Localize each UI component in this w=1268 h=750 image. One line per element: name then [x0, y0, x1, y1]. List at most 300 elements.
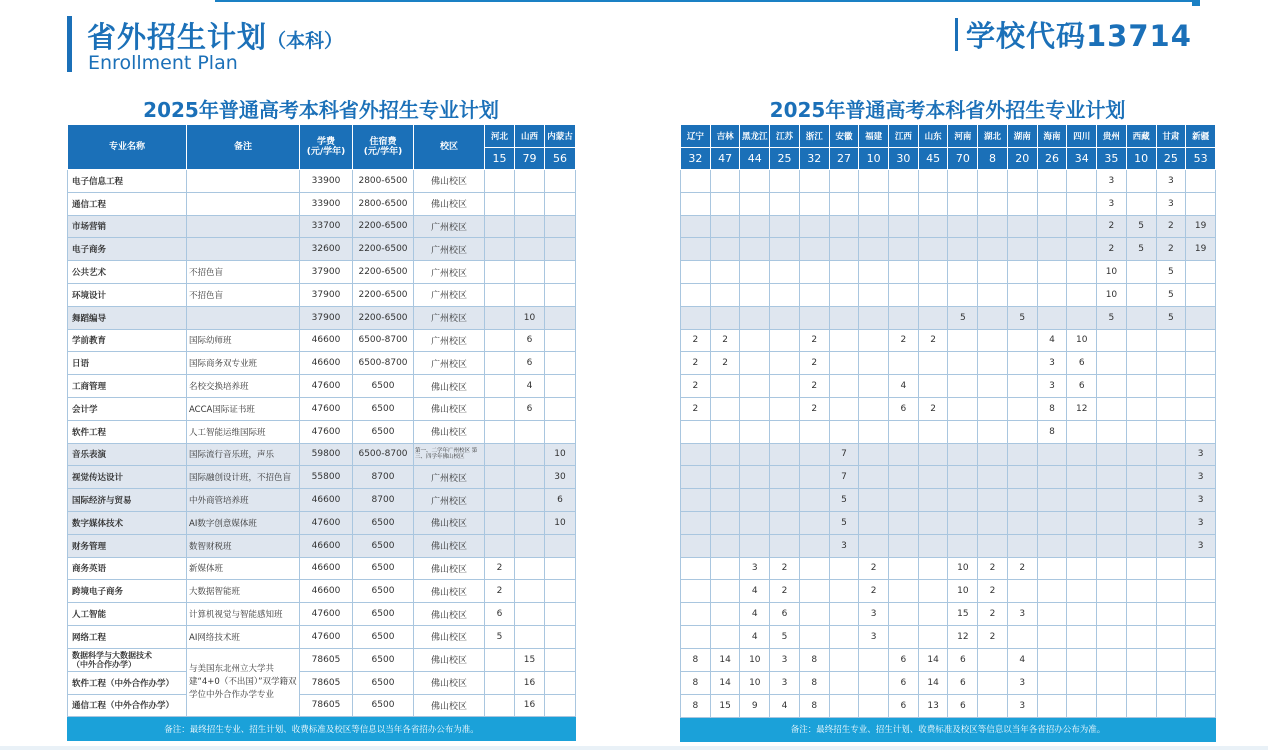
dorm-fee: 6500 [353, 694, 414, 717]
quota-cell [948, 238, 978, 261]
quota-cell [1186, 580, 1216, 603]
quota-cell [1156, 648, 1186, 671]
dorm-fee: 2800-6500 [353, 170, 414, 193]
table-row [681, 694, 1216, 717]
quota-cell: 3 [1097, 170, 1127, 193]
dorm-fee: 6500 [353, 511, 414, 534]
quota-cell [740, 352, 770, 375]
top-rule-end [1192, 0, 1200, 6]
quota-cell [681, 420, 711, 443]
quota-cell [799, 170, 829, 193]
campus: 佛山校区 [414, 420, 485, 443]
quota-cell [681, 283, 711, 306]
page-subtitle-en: Enrollment Plan [88, 52, 238, 74]
province-name: 贵州 [1097, 125, 1127, 148]
quota-cell: 5 [1156, 261, 1186, 284]
quota-cell [1186, 420, 1216, 443]
quota-cell [978, 375, 1008, 398]
quota-cell [1007, 625, 1037, 648]
quota-cell: 8 [799, 694, 829, 717]
quota-cell [1126, 397, 1156, 420]
quota-cell [485, 534, 515, 557]
quota-cell [1186, 283, 1216, 306]
quota-cell [545, 625, 576, 648]
province-total: 79 [515, 148, 545, 170]
quota-cell [515, 215, 545, 238]
quota-cell [515, 261, 545, 284]
quota-cell [1067, 306, 1097, 329]
quota-cell [1037, 511, 1067, 534]
quota-cell [1097, 671, 1127, 694]
table-row [681, 511, 1216, 534]
province-name: 四川 [1067, 125, 1097, 148]
table-row [681, 648, 1216, 671]
quota-cell [978, 261, 1008, 284]
quota-cell [1007, 283, 1037, 306]
table-row [68, 580, 576, 603]
quota-cell: 4 [740, 603, 770, 626]
quota-cell [1097, 443, 1127, 466]
quota-cell: 30 [545, 466, 576, 489]
quota-cell [485, 671, 515, 694]
major-name: 会计学 [68, 397, 187, 420]
quota-cell [1067, 580, 1097, 603]
quota-cell [1007, 215, 1037, 238]
quota-cell [948, 352, 978, 375]
quota-cell: 2 [978, 625, 1008, 648]
quota-cell: 6 [889, 671, 919, 694]
quota-cell: 14 [918, 648, 948, 671]
tuition: 46600 [300, 352, 353, 375]
quota-cell [948, 375, 978, 398]
table-row [681, 261, 1216, 284]
province-name: 甘肃 [1156, 125, 1186, 148]
quota-cell [1186, 625, 1216, 648]
quota-cell: 6 [948, 694, 978, 717]
dorm-fee: 6500 [353, 397, 414, 420]
dorm-fee: 6500-8700 [353, 352, 414, 375]
quota-cell: 3 [1186, 534, 1216, 557]
quota-cell: 6 [515, 329, 545, 352]
dorm-fee: 6500 [353, 625, 414, 648]
quota-cell [485, 466, 515, 489]
quota-cell [889, 443, 919, 466]
title-accent-bar [67, 16, 72, 72]
quota-cell: 2 [799, 397, 829, 420]
tuition: 37900 [300, 261, 353, 284]
quota-cell [770, 534, 800, 557]
quota-cell [918, 603, 948, 626]
table-row [681, 306, 1216, 329]
quota-cell [799, 580, 829, 603]
province-name: 湖南 [1007, 125, 1037, 148]
quota-cell [1156, 534, 1186, 557]
major-name: 通信工程（中外合作办学） [68, 694, 187, 717]
quota-cell: 14 [918, 671, 948, 694]
province-total: 70 [948, 148, 978, 170]
dorm-fee: 6500 [353, 648, 414, 671]
major-note: 不招色盲 [187, 261, 300, 284]
campus: 佛山校区 [414, 534, 485, 557]
header-campus: 校区 [414, 125, 485, 170]
quota-cell [1007, 580, 1037, 603]
table-row [681, 443, 1216, 466]
campus: 广州校区 [414, 238, 485, 261]
table-row [68, 557, 576, 580]
quota-cell: 10 [545, 443, 576, 466]
quota-cell [1007, 192, 1037, 215]
quota-cell [1156, 329, 1186, 352]
quota-cell [1126, 420, 1156, 443]
province-total: 10 [1126, 148, 1156, 170]
campus: 佛山校区 [414, 170, 485, 193]
quota-cell [889, 625, 919, 648]
quota-cell [515, 283, 545, 306]
page-title-suffix: （本科） [267, 30, 344, 52]
quota-cell: 3 [770, 648, 800, 671]
quota-cell [889, 283, 919, 306]
quota-cell: 10 [545, 511, 576, 534]
quota-cell [1126, 283, 1156, 306]
quota-cell [1037, 694, 1067, 717]
quota-cell [770, 192, 800, 215]
quota-cell: 3 [1186, 511, 1216, 534]
quota-cell [829, 420, 859, 443]
quota-cell [859, 170, 889, 193]
table-row [68, 283, 576, 306]
province-name: 吉林 [710, 125, 740, 148]
campus: 佛山校区 [414, 694, 485, 717]
quota-cell [1007, 534, 1037, 557]
quota-cell [1126, 625, 1156, 648]
quota-cell [740, 283, 770, 306]
left-enrollment-table [67, 124, 576, 741]
quota-cell [1186, 671, 1216, 694]
major-name: 日语 [68, 352, 187, 375]
quota-cell [1067, 671, 1097, 694]
quota-cell [1067, 534, 1097, 557]
quota-cell [829, 397, 859, 420]
quota-cell: 10 [515, 306, 545, 329]
quota-cell [1007, 261, 1037, 284]
quota-cell [1126, 261, 1156, 284]
quota-cell: 2 [485, 557, 515, 580]
page-title-main: 省外招生计划 [87, 20, 268, 54]
campus: 广州校区 [414, 215, 485, 238]
campus: 佛山校区 [414, 580, 485, 603]
quota-cell: 14 [710, 671, 740, 694]
major-name: 人工智能 [68, 603, 187, 626]
quota-cell [1186, 557, 1216, 580]
quota-cell: 3 [1007, 694, 1037, 717]
quota-cell [485, 443, 515, 466]
quota-cell [1156, 694, 1186, 717]
province-name: 新疆 [1186, 125, 1216, 148]
table-row [68, 466, 576, 489]
quota-cell [740, 238, 770, 261]
dorm-fee: 6500-8700 [353, 443, 414, 466]
table-row [68, 329, 576, 352]
quota-cell [770, 511, 800, 534]
quota-cell [1007, 466, 1037, 489]
tuition: 78605 [300, 648, 353, 671]
dorm-fee: 6500-8700 [353, 329, 414, 352]
quota-cell [485, 397, 515, 420]
quota-cell [859, 397, 889, 420]
province-name: 辽宁 [681, 125, 711, 148]
quota-cell [1126, 534, 1156, 557]
quota-cell [681, 306, 711, 329]
campus: 广州校区 [414, 329, 485, 352]
quota-cell [1007, 170, 1037, 193]
quota-cell: 10 [1097, 261, 1127, 284]
quota-cell [515, 489, 545, 512]
quota-cell [1186, 329, 1216, 352]
quota-cell [918, 352, 948, 375]
quota-cell: 10 [1097, 283, 1127, 306]
quota-cell [799, 215, 829, 238]
tuition: 47600 [300, 511, 353, 534]
quota-cell [515, 443, 545, 466]
major-note: AI网络技术班 [187, 625, 300, 648]
quota-cell: 2 [485, 580, 515, 603]
quota-cell [1097, 489, 1127, 512]
quota-cell [918, 215, 948, 238]
table-row [681, 489, 1216, 512]
quota-cell: 7 [829, 466, 859, 489]
quota-cell: 10 [1067, 329, 1097, 352]
major-name: 通信工程 [68, 192, 187, 215]
quota-cell [1067, 192, 1097, 215]
quota-cell [829, 648, 859, 671]
major-note: 国际流行音乐班，声乐 [187, 443, 300, 466]
quota-cell [829, 375, 859, 398]
quota-cell [1007, 375, 1037, 398]
quota-cell [545, 192, 576, 215]
quota-cell [545, 557, 576, 580]
quota-cell [710, 261, 740, 284]
quota-cell [485, 489, 515, 512]
quota-cell: 3 [1186, 466, 1216, 489]
quota-cell [1097, 557, 1127, 580]
quota-cell [710, 603, 740, 626]
quota-cell [1097, 534, 1127, 557]
quota-cell [710, 397, 740, 420]
province-total: 32 [681, 148, 711, 170]
quota-cell [710, 238, 740, 261]
quota-cell [978, 352, 1008, 375]
left-table-title: 2025年普通高考本科省外招生专业计划 [143, 98, 499, 122]
dorm-fee: 2200-6500 [353, 238, 414, 261]
quota-cell [978, 283, 1008, 306]
quota-cell: 3 [1156, 170, 1186, 193]
quota-cell [545, 375, 576, 398]
quota-cell [829, 557, 859, 580]
quota-cell [918, 466, 948, 489]
tuition: 46600 [300, 489, 353, 512]
quota-cell [978, 534, 1008, 557]
major-note: 大数据智能班 [187, 580, 300, 603]
quota-cell [978, 397, 1008, 420]
quota-cell [799, 420, 829, 443]
quota-cell [918, 443, 948, 466]
quota-cell [948, 192, 978, 215]
quota-cell: 2 [918, 397, 948, 420]
quota-cell: 19 [1186, 238, 1216, 261]
campus: 佛山校区 [414, 625, 485, 648]
quota-cell [740, 466, 770, 489]
quota-cell [978, 306, 1008, 329]
table-row [681, 170, 1216, 193]
quota-cell [1126, 192, 1156, 215]
province-total: 53 [1186, 148, 1216, 170]
quota-cell: 4 [1037, 329, 1067, 352]
tuition: 37900 [300, 306, 353, 329]
campus: 佛山校区 [414, 603, 485, 626]
province-name: 浙江 [799, 125, 829, 148]
quota-cell [515, 625, 545, 648]
quota-cell [545, 352, 576, 375]
quota-cell [978, 694, 1008, 717]
quota-cell [859, 511, 889, 534]
quota-cell [978, 215, 1008, 238]
merged-note: 与美国东北州立大学共建“4+0（不出国）”双学籍双学位中外合作办学专业 [187, 648, 300, 717]
quota-cell [515, 192, 545, 215]
quota-cell [799, 443, 829, 466]
quota-cell [515, 238, 545, 261]
quota-cell [1067, 238, 1097, 261]
quota-cell [829, 283, 859, 306]
quota-cell: 15 [515, 648, 545, 671]
table-row [68, 625, 576, 648]
quota-cell [1156, 375, 1186, 398]
quota-cell [681, 192, 711, 215]
quota-cell [740, 170, 770, 193]
quota-cell [978, 192, 1008, 215]
quota-cell: 6 [515, 397, 545, 420]
quota-cell [515, 557, 545, 580]
quota-cell [829, 352, 859, 375]
quota-cell [1156, 397, 1186, 420]
quota-cell [859, 283, 889, 306]
quota-cell [545, 671, 576, 694]
major-note: 国际融创设计班，不招色盲 [187, 466, 300, 489]
quota-cell [1097, 580, 1127, 603]
quota-cell [1186, 694, 1216, 717]
quota-cell: 3 [859, 625, 889, 648]
quota-cell: 3 [859, 603, 889, 626]
major-note: 新媒体班 [187, 557, 300, 580]
quota-cell [1156, 557, 1186, 580]
quota-cell [859, 306, 889, 329]
quota-cell [889, 489, 919, 512]
quota-cell [485, 420, 515, 443]
quota-cell [829, 261, 859, 284]
table-row [68, 694, 576, 717]
quota-cell: 6 [948, 671, 978, 694]
tuition: 37900 [300, 283, 353, 306]
tuition: 33900 [300, 170, 353, 193]
province-name: 福建 [859, 125, 889, 148]
quota-cell [1126, 306, 1156, 329]
quota-cell [1097, 352, 1127, 375]
quota-cell [485, 694, 515, 717]
quota-cell [485, 215, 515, 238]
quota-cell [485, 329, 515, 352]
province-name: 河南 [948, 125, 978, 148]
quota-cell [545, 329, 576, 352]
quota-cell: 8 [1037, 420, 1067, 443]
quota-cell: 4 [515, 375, 545, 398]
quota-cell [1097, 603, 1127, 626]
quota-cell [1126, 489, 1156, 512]
quota-cell: 2 [799, 329, 829, 352]
bottom-band [0, 746, 1268, 750]
province-total: 47 [710, 148, 740, 170]
dorm-fee: 2200-6500 [353, 215, 414, 238]
quota-cell [1097, 511, 1127, 534]
quota-cell [545, 238, 576, 261]
quota-cell [1126, 443, 1156, 466]
quota-cell: 2 [859, 580, 889, 603]
quota-cell: 6 [515, 352, 545, 375]
quota-cell [770, 170, 800, 193]
quota-cell: 19 [1186, 215, 1216, 238]
quota-cell [1037, 625, 1067, 648]
campus: 佛山校区 [414, 557, 485, 580]
quota-cell: 2 [918, 329, 948, 352]
quota-cell [978, 671, 1008, 694]
quota-cell: 2 [681, 352, 711, 375]
quota-cell: 2 [978, 603, 1008, 626]
quota-cell: 2 [770, 557, 800, 580]
province-total: 20 [1007, 148, 1037, 170]
major-note: 计算机视觉与智能感知班 [187, 603, 300, 626]
campus: 广州校区 [414, 352, 485, 375]
quota-cell [1186, 170, 1216, 193]
dorm-fee: 6500 [353, 557, 414, 580]
table-row [681, 283, 1216, 306]
quota-cell [859, 489, 889, 512]
table-row [68, 261, 576, 284]
quota-cell [1007, 238, 1037, 261]
quota-cell [1097, 625, 1127, 648]
quota-cell [1097, 466, 1127, 489]
quota-cell [515, 420, 545, 443]
quota-cell: 3 [770, 671, 800, 694]
quota-cell [859, 648, 889, 671]
dorm-fee: 6500 [353, 603, 414, 626]
quota-cell [948, 443, 978, 466]
quota-cell [978, 443, 1008, 466]
quota-cell [710, 420, 740, 443]
quota-cell [740, 511, 770, 534]
quota-cell [918, 420, 948, 443]
quota-cell [1186, 603, 1216, 626]
quota-cell: 2 [799, 352, 829, 375]
quota-cell: 3 [1007, 603, 1037, 626]
quota-cell: 3 [1186, 489, 1216, 512]
quota-cell [1097, 648, 1127, 671]
quota-cell [1126, 170, 1156, 193]
quota-cell [681, 511, 711, 534]
quota-cell: 2 [1097, 215, 1127, 238]
quota-cell [545, 170, 576, 193]
quota-cell [740, 534, 770, 557]
province-total: 25 [770, 148, 800, 170]
header-dorm: 住宿费 (元/学年) [353, 125, 414, 170]
quota-cell [859, 192, 889, 215]
